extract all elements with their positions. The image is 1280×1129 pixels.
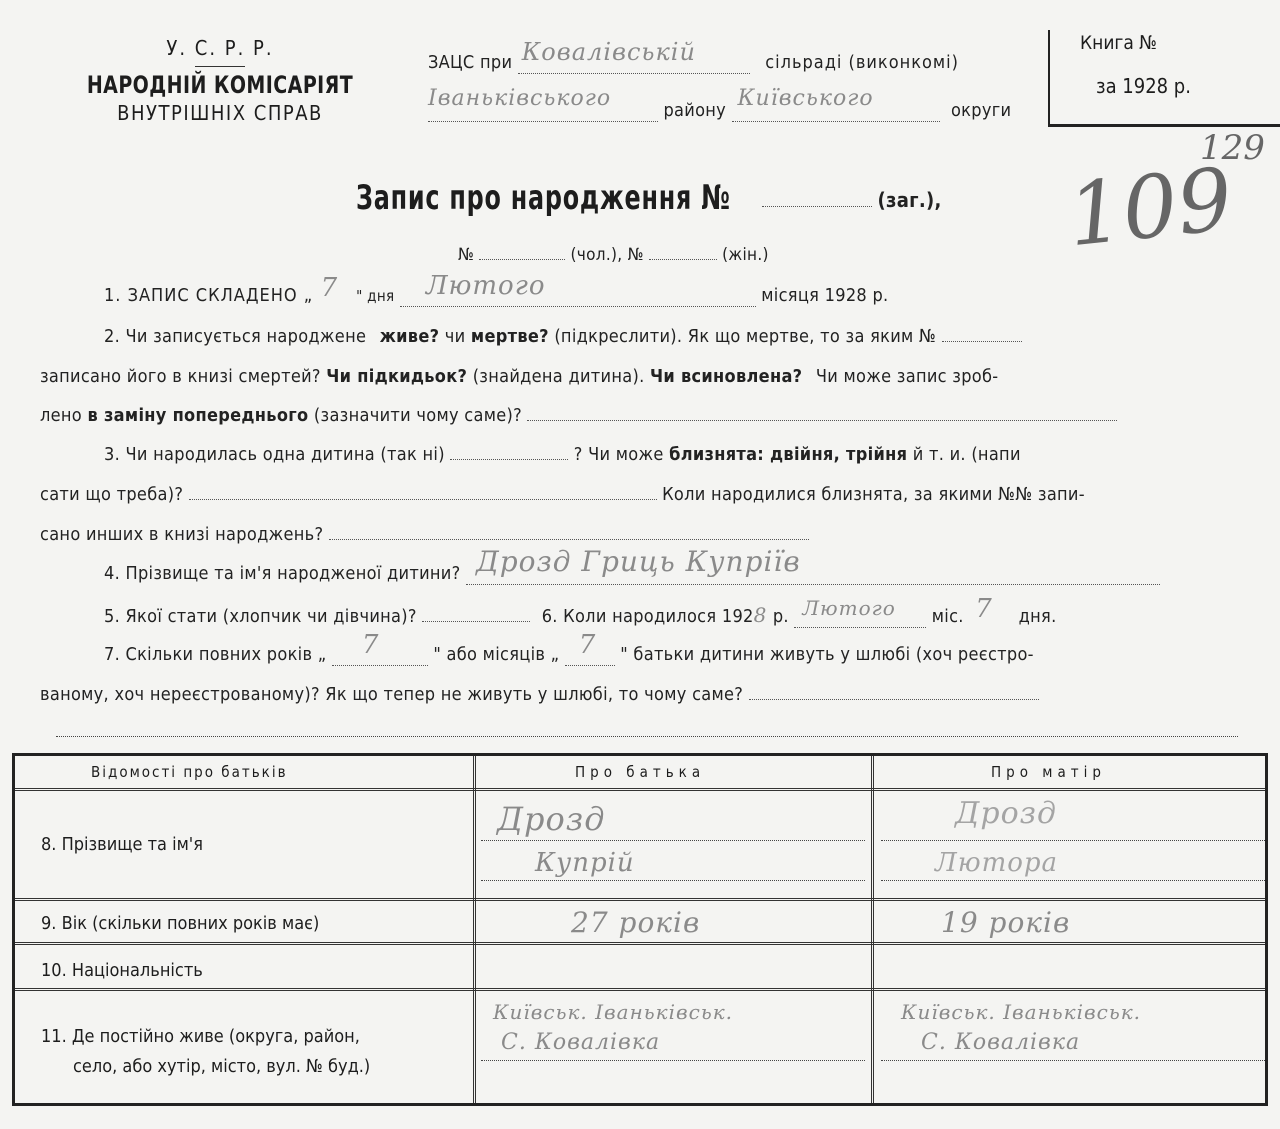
internal-affairs-label: ВНУТРІШНІХ СПРАВ [117,101,323,125]
sub-numbers-line: № (чол.), № (жін.) [458,245,769,265]
record-month-field[interactable]: Лютого [400,285,756,307]
district-field[interactable]: Іваньківського [428,100,658,122]
single-child-field[interactable] [450,445,568,460]
field-line [481,880,865,881]
republic-label: У. С. Р. Р. [166,36,274,60]
page-title: Запис про народження № [356,178,731,218]
row-divider [15,788,1265,791]
birth-year-digit[interactable]: 8 [753,603,768,627]
village-council-label: сільраді (виконкомі) [765,52,959,73]
header-parents-info: Відомості про батьків [91,763,288,781]
birth-month-field[interactable]: Лютого [794,606,926,628]
zags-label: ЗАЦС при [428,52,513,73]
item-3-line-3: сано инших в книзі народжень? [40,524,809,545]
item-5-6-sex-and-birth-date: 5. Якої стати (хлопчик чи дівчина)? 6. Коли народилося 1928 р. Лютого міс. 7 дня. [104,594,1057,627]
column-divider [473,756,476,1103]
item-7-marriage-duration: 7. Скільки повних років „ 7 " або місяців „ 7 " батьки дитини живуть у шлюбі (хоч реєстро- [104,630,1034,665]
child-name-field[interactable]: Дрозд Гриць Купріїв [466,563,1160,585]
okrug-label: округи [950,100,1012,121]
header-mother: Про матір [991,763,1106,781]
header-father: Про батька [575,763,706,781]
alive-option[interactable]: живе? [379,326,440,347]
handwritten-page-number: 129 [1200,128,1265,168]
marriage-years-field[interactable]: 7 [332,644,428,666]
field-line [881,880,1265,881]
item-2-line-1: 2. Чи записується народжене живе? чи мертве? (підкреслити). Як що мертве, то за яким № [104,326,1022,347]
male-number-field[interactable] [479,245,565,260]
issuing-authority [40,36,400,125]
okrug-field[interactable]: Київського [732,100,940,122]
twins-field[interactable] [189,485,657,500]
female-number-field[interactable] [649,245,717,260]
field-line [881,840,1265,841]
commissariat-label: НАРОДНІЙ КОМІСАРІЯТ [86,71,354,99]
row-label-nationality: 10. Національність [41,960,203,981]
father-residence-region[interactable]: Київськ. Іваньківськ. [493,1000,734,1024]
item-3-line-2: сати що треба)? Коли народилися близнята, за якими №№ запи- [40,484,1085,505]
not-married-reason-field-continued[interactable] [56,736,1238,737]
book-number-label: Книга № [1080,32,1158,54]
row-label-name: 8. Прізвище та ім'я [41,834,203,855]
district-line [428,86,1012,122]
child-sex-field[interactable] [422,607,530,622]
village-field[interactable]: Ковалівській [518,52,750,74]
row-label-age: 9. Вік (скільки повних років має) [41,913,320,934]
not-married-reason-field[interactable] [749,685,1039,700]
mother-age[interactable]: 19 років [941,906,1071,939]
record-number-field[interactable] [762,188,942,212]
dead-option[interactable]: мертве? [470,326,549,347]
father-surname[interactable]: Дрозд [497,800,606,838]
registry-office-line [428,38,959,74]
handwritten-record-number: 109 [1063,149,1237,267]
row-divider [15,942,1265,945]
death-book-number-field[interactable] [942,327,1022,342]
district-label: району [663,100,727,121]
birth-day-field[interactable]: 7 [975,594,993,624]
item-2-line-2: записано його в книзі смертей? Чи підкидьок? (знайдена дитина). Чи всиновлена? Чи може запис зроб- [40,366,999,387]
replacement-reason-field[interactable] [527,406,1117,421]
mother-residence-region[interactable]: Київськ. Іваньківськ. [901,1000,1142,1024]
father-residence-village[interactable]: С. Ковалівка [501,1030,661,1055]
mother-nationality-field[interactable] [881,952,1261,986]
general-suffix: (заг.), [877,188,942,212]
book-year-label: за 1928 р. [1096,74,1191,98]
father-first-name[interactable]: Купрій [535,848,635,878]
twins-record-numbers-field[interactable] [329,525,809,540]
row-label-residence-continued: село, або хутір, місто, вул. № буд.) [73,1056,371,1077]
row-divider [15,988,1265,991]
item-2-line-3: лено в заміну попереднього (зазначити чому саме)? [40,405,1117,426]
row-divider [15,898,1265,901]
father-age[interactable]: 27 років [571,906,701,939]
book-number-box [1048,30,1280,127]
father-nationality-field[interactable] [485,952,865,986]
field-line [481,1060,865,1061]
field-line [481,840,865,841]
field-line [881,1060,1265,1061]
mother-first-name[interactable]: Лютора [935,848,1059,878]
column-divider [871,756,874,1103]
divider [195,66,245,67]
item-7-line-2: ваному, хоч нереєстрованому)? Як що тепер не живуть у шлюбі, то чому саме? [40,684,1039,705]
marriage-months-field[interactable]: 7 [565,644,615,666]
item-4-child-name: 4. Прізвище та ім'я народженої дитини? Дрозд Гриць Купріїв [104,563,1160,585]
mother-residence-village[interactable]: С. Ковалівка [921,1030,1081,1055]
row-label-residence: 11. Де постійно живе (округа, район, [41,1026,360,1047]
record-day-field[interactable]: 7 [320,273,339,303]
parents-info-table [12,753,1268,1106]
item-3-line-1: 3. Чи народилась одна дитина (так ні) ? Чи може близнята: двійня, трійня й т. и. (напи [104,444,1021,465]
item-1-record-date: 1. ЗАПИС СКЛАДЕНО „ 7 " дня Лютого місяця 1928 р. [104,271,889,306]
mother-surname[interactable]: Дрозд [955,796,1058,831]
